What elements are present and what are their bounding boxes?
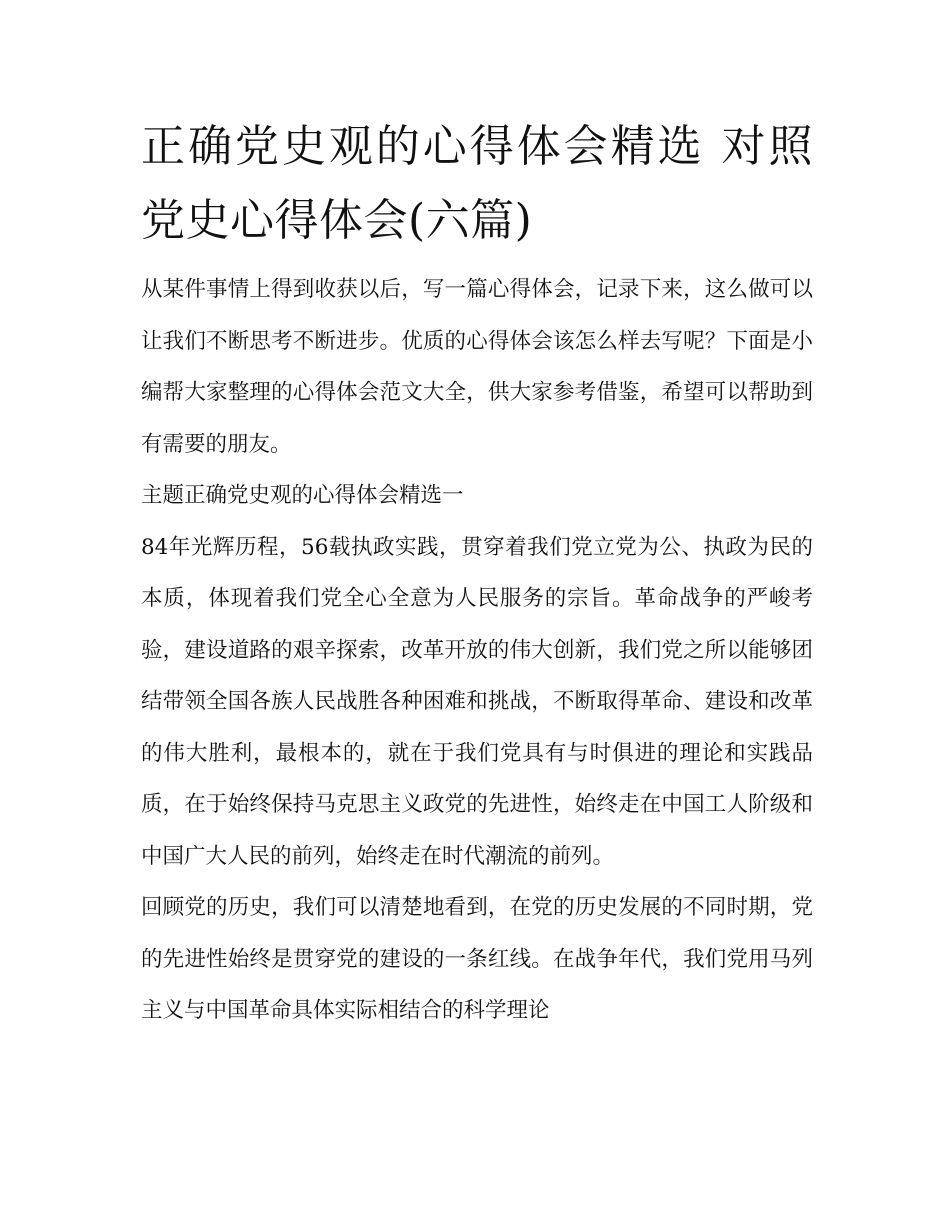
body-paragraph-2: 回顾党的历史，我们可以清楚地看到，在党的历史发展的不同时期，党的先进性始终是贯穿党的建设的一条红线。在战争年代，我们党用马列主义与中国革命具体实际相结合的科学理论: [141, 895, 813, 1023]
document-title: 正确党史观的心得体会精选 对照党史心得体会(六篇): [141, 121, 813, 246]
body-paragraph-1: 84年光辉历程，56载执政实践，贯穿着我们党立党为公、执政为民的本质，体现着我们党全心全意为人民服务的宗旨。革命战争的严峻考验，建设道路的艰辛探索，改革开放的伟大创新，我们党之所以能够团结带领全国各族人民战胜各种困难和挑战，不断取得革命、建设和改革的伟大胜利，最根本的，就在于我们党具有与时俱进的理论和实践品质，在于始终保持马克思主义政党的先进性，始终走在中国工人阶级和中国广大人民的前列，始终走在时代潮流的前列。: [141, 534, 813, 869]
intro-paragraph: 从某件事情上得到收获以后，写一篇心得体会，记录下来，这么做可以让我们不断思考不断进步。优质的心得体会该怎么样去写呢？下面是小编帮大家整理的心得体会范文大全，供大家参考借鉴，希望可以帮助到有需要的朋友。: [141, 277, 813, 457]
document-body: [141, 110, 813, 1037]
section-heading: 主题正确党史观的心得体会精选一: [141, 483, 464, 508]
